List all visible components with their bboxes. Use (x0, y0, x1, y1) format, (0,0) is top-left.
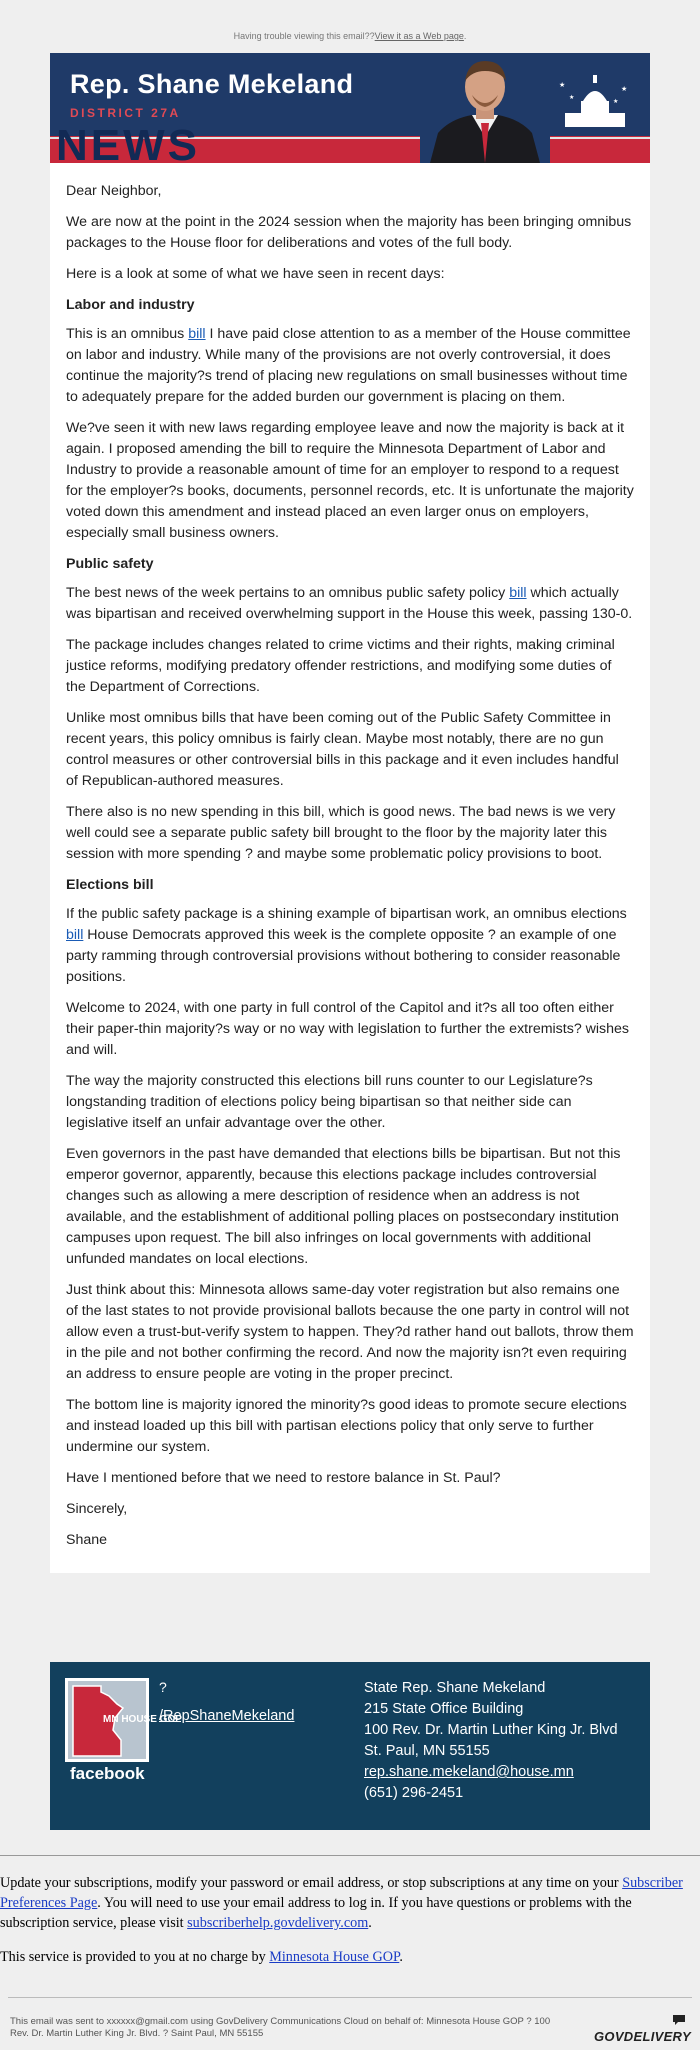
speech-bubble-icon (672, 2013, 686, 2027)
section-heading-labor: Labor and industry (66, 297, 195, 313)
service-provider-paragraph: This service is provided to you at no charge by Minnesota House GOP. (0, 1949, 403, 1965)
safety-paragraph-3: Unlike most omnibus bills that have been coming out of the Public Safety Committee in recent years, this policy omnibus is fairly clean. Maybe most notably, there are no gun control measures or other controversial bills in this package and it even includes handful of Republican-authored measures. (66, 710, 619, 789)
labor-paragraph-1: This is an omnibus bill I have paid close attention to as a member of the House committee on labor and industry. While many of the provisions are not overly controversial, it does continue the majority?s trend of placing new regulations on small businesses without time to adequately prepare for the added burden our government is placing on them. (66, 326, 631, 405)
elections-paragraph-2: Welcome to 2024, with one party in full control of the Capitol and it?s all too often either their paper-thin majority?s way or no way with legislation to further the extremists? wishes and will. (66, 1000, 630, 1058)
closing: Sincerely, (66, 1501, 128, 1517)
view-web-page-link[interactable]: View it as a Web page (374, 31, 464, 41)
facebook-handle-link[interactable]: /RepShaneMekeland (159, 1708, 295, 1724)
letter-body (50, 163, 650, 1573)
svg-text:★: ★ (569, 94, 575, 101)
safety-paragraph-4: There also is no new spending in this bill, which is good news. The bad news is we very well could see a separate public safety bill brought to the floor by the majority later this session with more spending ? and maybe some problematic policy provisions to boot. (66, 804, 616, 862)
section-heading-safety: Public safety (66, 556, 154, 572)
svg-text:★: ★ (621, 85, 628, 93)
labor-bill-link[interactable]: bill (188, 326, 206, 342)
address-line-street: 100 Rev. Dr. Martin Luther King Jr. Blvd (364, 1722, 618, 1738)
safety-bill-link[interactable]: bill (509, 585, 527, 601)
subscriber-preferences-link[interactable]: Subscriber Preferences Page (0, 1875, 683, 1911)
address-line-name: State Rep. Shane Mekeland (364, 1680, 546, 1696)
bottom-divider (8, 1997, 692, 1998)
svg-text:★: ★ (613, 98, 619, 105)
safety-paragraph-1: The best news of the week pertains to an omnibus public safety policy bill which actually was bipartisan and received overwhelming support in the House this week, passing 130-0. (66, 585, 633, 622)
elections-bill-link[interactable]: bill (66, 927, 84, 943)
subscription-notice (0, 1873, 700, 1981)
elections-paragraph-6: The bottom line is majority ignored the minority?s good ideas to promote secure elections and instead loaded up this bill with partisan elections policy that only serve to further undermine our system. (66, 1397, 627, 1455)
phone-number: (651) 296-2451 (364, 1785, 464, 1801)
trouble-viewing-text: Having trouble viewing this email?? (233, 31, 375, 41)
contact-footer-block (50, 1662, 650, 1830)
facebook-label: facebook (70, 1764, 145, 1783)
labor-paragraph-2: We?ve seen it with new laws regarding employee leave and now the majority is back at it again. I proposed amending the bill to require the Minnesota Department of Labor and Industry to provide a reasonable amount of time for an employer to respond to a request for the employer?s books, documents, personnel records, etc. It is unfortunate the majority voted down this amendment and instead placed an even larger onus on employers, especially small business owners. (66, 420, 634, 541)
banner-district: DISTRICT 27A (70, 106, 181, 120)
section-heading-elections: Elections bill (66, 877, 154, 893)
banner-rep-name: Rep. Shane Mekeland (70, 69, 354, 99)
safety-paragraph-2: The package includes changes related to crime victims and their rights, making criminal justice reforms, modifying predatory offender restrictions, and modifying some duties of the Department of Corrections. (66, 637, 615, 695)
subscription-paragraph: Update your subscriptions, modify your password or email address, or stop subscriptions at any time on your Subscriber Preferences Page. You will need to use your email address to log in. If you have questions or problems with the subscription service, please visit subscriberhelp.govdelivery.com. (0, 1875, 683, 1931)
address-line-city: St. Paul, MN 55155 (364, 1743, 490, 1759)
signature: Shane (66, 1532, 108, 1548)
facebook-icon-placeholder: ? (159, 1679, 167, 1695)
trouble-viewing-note: Having trouble viewing this email??View it as a Web page. (233, 31, 467, 41)
svg-text:★: ★ (559, 81, 566, 89)
intro-paragraph-1: We are now at the point in the 2024 session when the majority has been bringing omnibus packages to the House floor for deliberations and votes of the full body. (66, 214, 632, 251)
govdelivery-wordmark: GOVDELIVERY (594, 2029, 691, 2044)
capitol-building-icon (555, 73, 635, 133)
elections-paragraph-1: If the public safety package is a shining example of bipartisan work, an omnibus elections bill House Democrats approved this week is the complete opposite ? an example of one party ramming through controversial provisions without bothering to consider reasonable positions. (66, 906, 627, 985)
subscriber-help-link[interactable]: subscriberhelp.govdelivery.com (187, 1915, 369, 1931)
email-link[interactable]: rep.shane.mekeland@house.mn (364, 1764, 574, 1780)
rep-portrait-photo (420, 53, 550, 163)
elections-paragraph-4: Even governors in the past have demanded that elections bills be bipartisan. But not this emperor governor, apparently, because this elections package includes controversial changes such as allowing a mere description of residence when an address is not available, and the establishment of additional polling places on postsecondary institution campuses upon request. The bill also infringes on local governments with additional unfunded mandates on local elections. (66, 1146, 621, 1267)
divider (0, 1855, 700, 1856)
elections-paragraph-5: Just think about this: Minnesota allows same-day voter registration but also remains one of the last states to not provide provisional ballots because the one party in control will not allow even a trust-but-verify system to happen. They?d rather hand out ballots, throw them in the pile and not bother confirming the record. And now the majority isn?t even requiring an address to ensure people are voting in the proper precinct. (66, 1282, 634, 1382)
logo-text: MN HOUSE GOP (103, 1714, 182, 1725)
office-address (364, 1678, 618, 1804)
address-line-building: 215 State Office Building (364, 1701, 524, 1717)
intro-paragraph-2: Here is a look at some of what we have seen in recent days: (66, 266, 445, 282)
newsletter-banner (50, 53, 650, 170)
greeting: Dear Neighbor, (66, 183, 162, 199)
minnesota-house-gop-link[interactable]: Minnesota House GOP (269, 1949, 400, 1965)
banner-news-label: NEWS (56, 121, 200, 170)
fine-print: This email was sent to xxxxxx@gmail.com using GovDelivery Communications Cloud on behalf of: Minnesota House GOP ? 100 Rev. Dr. Martin Luther King Jr. Blvd. ? Saint Paul, MN 55155 (10, 2016, 551, 2039)
mn-house-gop-logo[interactable] (65, 1678, 182, 1762)
elections-paragraph-7: Have I mentioned before that we need to restore balance in St. Paul? (66, 1470, 501, 1486)
elections-paragraph-3: The way the majority constructed this elections bill runs counter to our Legislature?s longstanding tradition of elections policy being bipartisan so that neither side can legislative itself an unfair advantage over the other. (66, 1073, 593, 1131)
email-content (50, 53, 650, 1573)
govdelivery-logo[interactable] (594, 2013, 694, 2047)
